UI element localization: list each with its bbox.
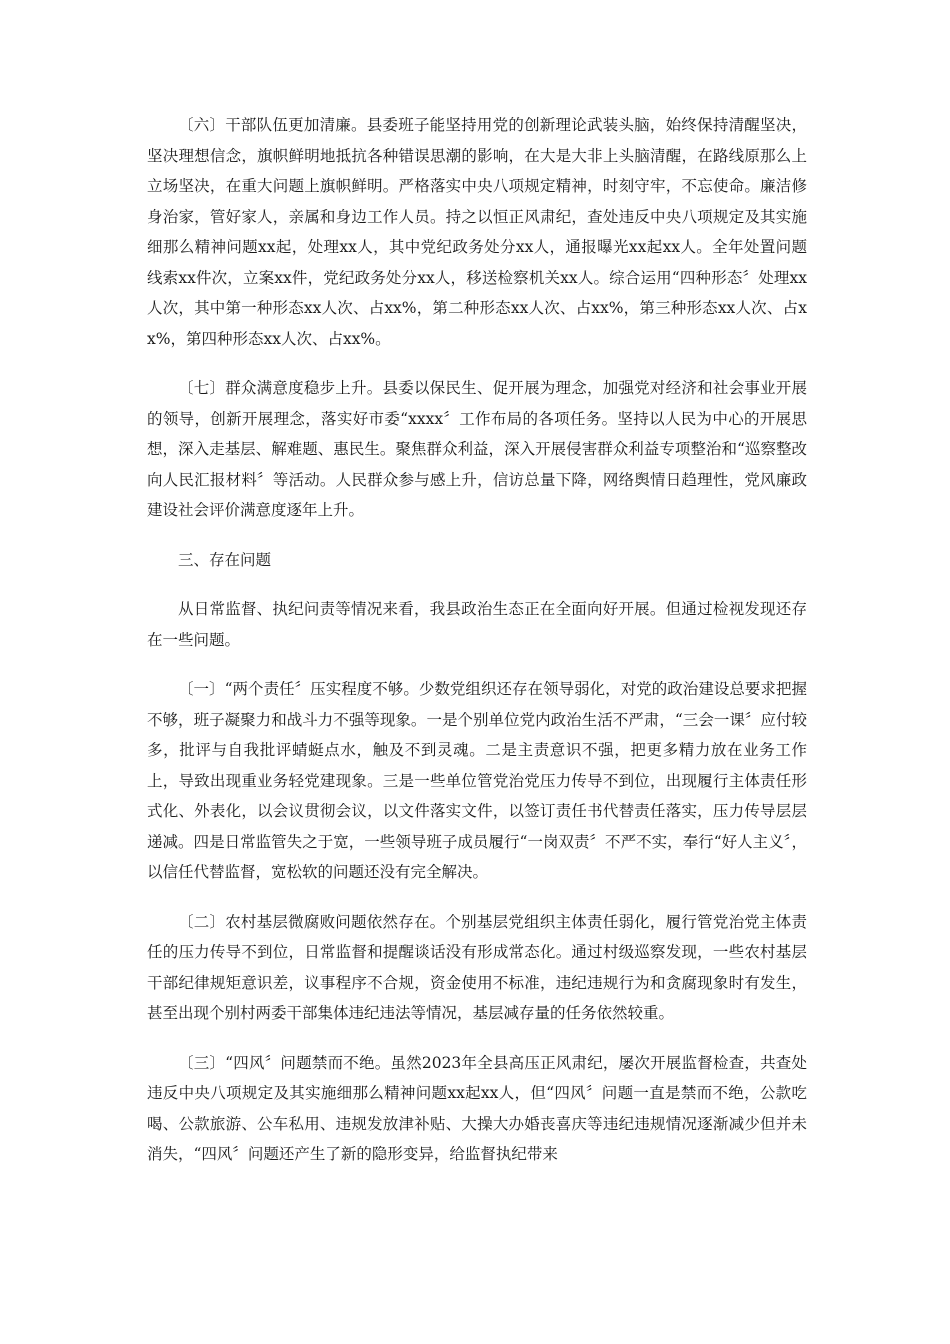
paragraph-six-cadres-integrity: 〔六〕干部队伍更加清廉。县委班子能坚持用党的创新理论武装头脑，始终保持清醒坚决，坚决理想信念，旗帜鲜明地抵抗各种错误思潮的影响，在大是大非上头脑清醒，在路线原那么上立场坚决，在重大问题上旗帜鲜明。严格落实中央八项规定精神，时刻守牢，不忘使命。廉洁修身治家，管好家人，亲属和身边工作人员。持之以恒正风肃纪，查处违反中央八项规定及其实施细那么精神问题xx起，处理xx人，其中党纪政务处分xx人，通报曝光xx起xx人。全年处置问题线索xx件次，立案xx件，党纪政务处分xx人，移送检察机关xx人。综合运用“四种形态〞处理xx人次，其中第一种形态xx人次、占xx%，第二种形态xx人次、占xx%，第三种形态xx人次、占xx%，第四种形态xx人次、占xx%。 (147, 116, 807, 348)
section-heading-existing-problems: 三、存在问题 (178, 550, 272, 569)
document-body (147, 110, 807, 1189)
issue-two-rural-corruption: 〔二〕农村基层微腐败问题依然存在。个别基层党组织主体责任弱化，履行管党治党主体责任的压力传导不到位，日常监督和提醒谈话没有形成常态化。通过村级巡察发现，一些农村基层干部纪律规矩意识差，议事程序不合规，资金使用不标准，违纪违规行为和贪腐现象时有发生，甚至出现个别村两委干部集体违纪违法等情况，基层减存量的任务依然较重。 (147, 912, 807, 1022)
issue-one-two-responsibilities: 〔一〕“两个责任〞压实程度不够。少数党组织还存在领导弱化，对党的政治建设总要求把握不够，班子凝聚力和战斗力不强等现象。一是个别单位党内政治生活不严肃，“三会一课〞应付较多，批评与自我批评蜻蜓点水，触及不到灵魂。二是主责意识不强，把更多精力放在业务工作上，导致出现重业务轻党建现象。三是一些单位管党治党压力传导不到位，出现履行主体责任形式化、外表化，以会议贯彻会议，以文件落实文件，以签订责任书代替责任落实，压力传导层层递减。四是日常监管失之于宽，一些领导班子成员履行“一岗双责〞不严不实，奉行“好人主义〞，以信任代替监督，宽松软的问题还没有完全解决。 (147, 680, 807, 881)
issue-three-four-winds: 〔三〕“四风〞问题禁而不绝。虽然2023年全县高压正风肃纪，屡次开展监督检查，共查处违反中央八项规定及其实施细那么精神问题xx起xx人，但“四风〞问题一直是禁而不绝，公款吃喝、公款旅游、公车私用、违规发放津补贴、大操大办婚丧喜庆等违纪违规情况逐渐减少但并未消失，“四风〞问题还产生了新的隐形变异，给监督执纪带来 (147, 1053, 807, 1163)
paragraph-seven-public-satisfaction: 〔七〕群众满意度稳步上升。县委以保民生、促开展为理念，加强党对经济和社会事业开展的领导，创新开展理念，落实好市委“xxxx〞工作布局的各项任务。坚持以人民为中心的开展思想，深入走基层、解难题、惠民生。聚焦群众利益，深入开展侵害群众利益专项整治和“巡察整改向人民汇报材料〞等活动。人民群众参与感上升，信访总量下降，网络舆情日趋理性，党风廉政建设社会评价满意度逐年上升。 (147, 379, 807, 519)
intro-paragraph: 从日常监督、执纪问责等情况来看，我县政治生态正在全面向好开展。但通过检视发现还存在一些问题。 (147, 600, 807, 649)
